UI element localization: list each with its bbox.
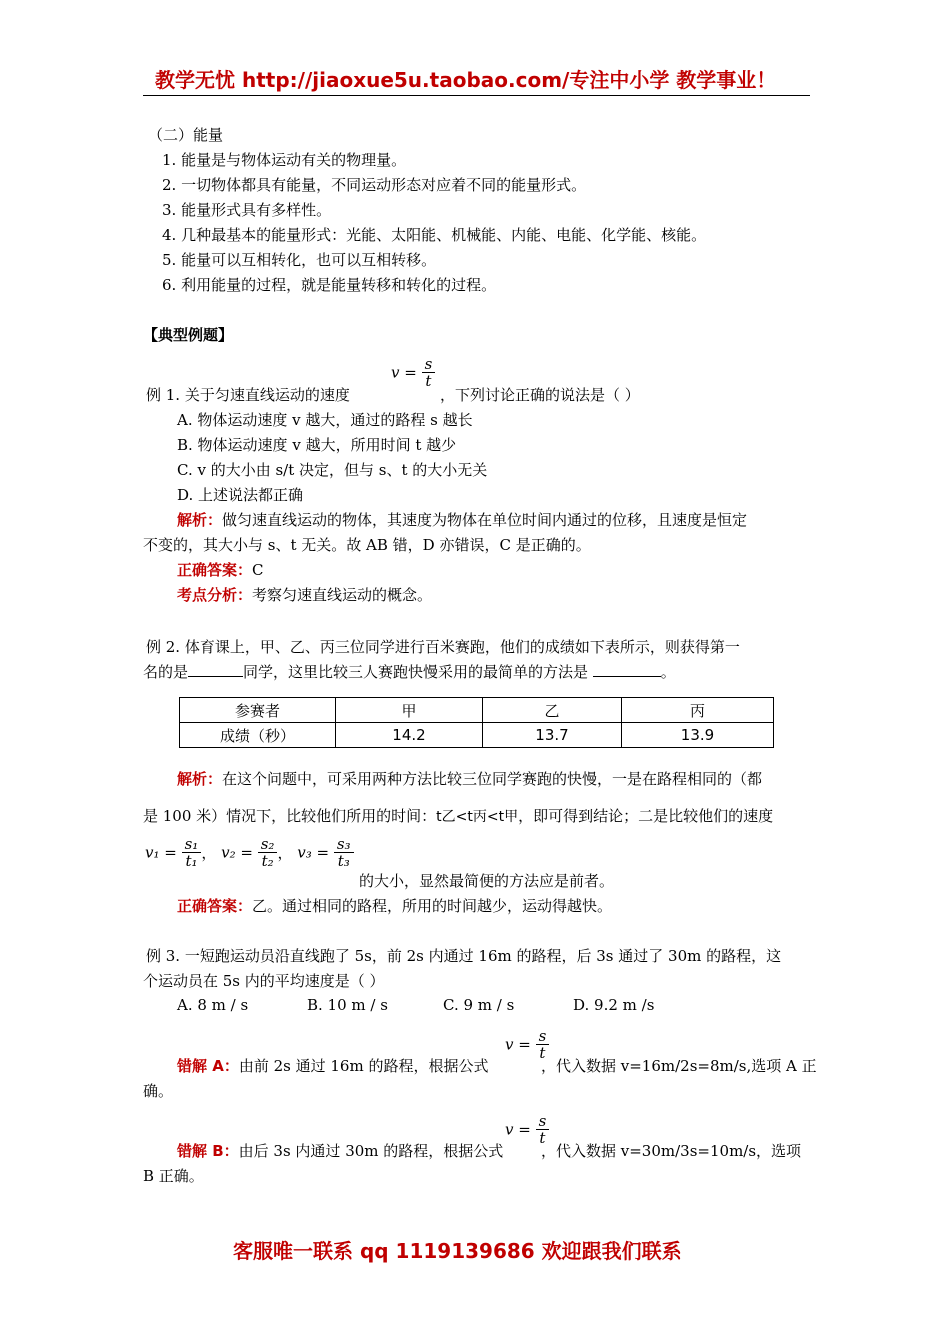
option: C. v 的大小由 s/t 决定，但与 s、t 的大小无关: [177, 461, 488, 479]
time-inequality: t乙<t丙<t甲: [436, 809, 519, 825]
ex2-analysis: [177, 768, 762, 789]
blank-2: [593, 662, 661, 677]
results-table: [179, 697, 774, 748]
analysis-text: ，即可得到结论；二是比较他们的速度: [518, 807, 774, 825]
ex3-question-cont: 个运动员在 5s 内的平均速度是（ ）: [143, 972, 385, 990]
list-item: 4. 几种最基本的能量形式：光能、太阳能、机械能、内能、电能、化学能、核能。: [162, 226, 707, 244]
answer-text: C: [252, 561, 264, 579]
ex1-analysis: [177, 509, 747, 530]
answer-text: 乙。通过相同的路程，所用的时间越少，运动得越快。: [252, 897, 613, 915]
text-a: 名的是: [143, 663, 189, 681]
formula-numerator: s: [536, 1028, 550, 1045]
list-item: 5. 能量可以互相转化，也可以互相转移。: [162, 251, 437, 269]
ex3-question: 例 3. 一短跑运动员沿直线跑了 5s，前 2s 内通过 16m 的路程，后 3s 通过了 30m 的路程，这: [146, 947, 782, 965]
analysis-label: 解析：: [177, 770, 223, 788]
v2-lhs: v₂ =: [221, 843, 253, 862]
ex1-question-pre: 例 1. 关于匀速直线运动的速度: [146, 386, 350, 404]
formula-denominator: t: [539, 1044, 546, 1062]
ex1-analysis-cont: 不变的，其大小与 s、t 无关。故 AB 错，D 亦错误，C 是正确的。: [143, 536, 591, 554]
formula-lhs: v =: [391, 363, 417, 382]
header-divider: [143, 95, 810, 96]
ex2-question: 例 2. 体育课上，甲、乙、丙三位同学进行百米赛跑，他们的成绩如下表所示，则获得第一: [146, 638, 740, 656]
option: C. 9 m / s: [443, 996, 515, 1014]
analysis-text: 在这个问题中，可采用两种方法比较三位同学赛跑的快慢，一是在路程相同的（都: [222, 770, 763, 788]
list-item: 3. 能量形式具有多样性。: [162, 201, 332, 219]
ex3-wrong-b: [177, 1140, 503, 1161]
comma: ，: [277, 844, 293, 862]
v2-fraction: [258, 836, 278, 869]
table-cell: 甲: [336, 698, 483, 723]
ex3-wrong-a-post: ，代入数据 v=16m/2s=8m/s,选项 A 正: [541, 1057, 817, 1075]
analysis-label: 解析：: [177, 511, 223, 529]
analysis-text: 做匀速直线运动的物体，其速度为物体在单位时间内通过的位移，且速度是恒定: [222, 511, 748, 529]
ex2-analysis-cont: [143, 805, 773, 826]
formula-denominator: t: [425, 372, 432, 390]
table-cell: 13.7: [483, 723, 622, 748]
option: D. 9.2 m /s: [573, 996, 655, 1014]
table-cell: 丙: [622, 698, 774, 723]
formula-lhs: v =: [505, 1035, 531, 1054]
ex1-formula: [391, 356, 435, 389]
table-cell: 14.2: [336, 723, 483, 748]
ex3-wrong-a: [177, 1055, 488, 1076]
option: B. 物体运动速度 v 越大，所用时间 t 越少: [177, 436, 457, 454]
ex2-answer: [177, 895, 612, 916]
analysis-text: 是 100 米）情况下，比较他们所用的时间：: [143, 807, 437, 825]
v3-fraction: [334, 836, 354, 869]
v2-denominator: t₂: [261, 852, 274, 870]
wrong-b-label: 错解 B：: [177, 1142, 239, 1160]
v1-denominator: t₁: [185, 852, 198, 870]
velocity-formulas: [145, 836, 354, 869]
wrong-a-label: 错解 A：: [177, 1057, 239, 1075]
table-cell: 乙: [483, 698, 622, 723]
list-item: 2. 一切物体都具有能量，不同运动形态对应着不同的能量形式。: [162, 176, 587, 194]
wrong-a-text: 由前 2s 通过 16m 的路程，根据公式: [238, 1057, 489, 1075]
ex1-answer: [177, 559, 264, 580]
table-cell: 13.9: [622, 723, 774, 748]
footer-contact: 客服唯一联系 qq 1119139686 欢迎跟我们联系: [233, 1239, 682, 1263]
ex1-question: [146, 384, 350, 405]
list-item: 6. 利用能量的过程，就是能量转移和转化的过程。: [162, 276, 497, 294]
ex1-question-post: ，下列讨论正确的说法是（ ）: [440, 386, 640, 404]
list-item: 1. 能量是与物体运动有关的物理量。: [162, 151, 407, 169]
option: A. 物体运动速度 v 越大，通过的路程 s 越长: [177, 411, 473, 429]
wrong-b-text: 由后 3s 内通过 30m 的路程，根据公式: [238, 1142, 504, 1160]
formula-denominator: t: [539, 1129, 546, 1147]
formula-fraction: [422, 356, 436, 389]
examples-heading: 【典型例题】: [143, 326, 234, 344]
option: B. 10 m / s: [307, 996, 388, 1014]
v3-denominator: t₃: [337, 852, 350, 870]
answer-label: 正确答案：: [177, 897, 253, 915]
formula-numerator: s: [422, 356, 436, 373]
ex3-wrong-a-cont: 确。: [143, 1082, 174, 1100]
v3-lhs: v₃ =: [297, 843, 330, 862]
section-title: （二）能量: [148, 126, 224, 144]
v2-numerator: s₂: [258, 836, 278, 853]
table-row: [180, 723, 774, 748]
ex2-question-cont: [143, 661, 676, 682]
formula-numerator: s: [536, 1113, 550, 1130]
v1-fraction: [182, 836, 202, 869]
v1-lhs: v₁ =: [145, 843, 177, 862]
text-c: 。: [660, 663, 676, 681]
table-cell: 参赛者: [180, 698, 336, 723]
table-row: [180, 698, 774, 723]
v3-numerator: s₃: [334, 836, 354, 853]
text-b: 同学，这里比较三人赛跑快慢采用的最简单的方法是: [243, 663, 593, 681]
header-banner: 教学无忧 http://jiaoxue5u.taobao.com/专注中小学 教学事业！: [155, 68, 777, 92]
ex3-wrong-b-post: ，代入数据 v=30m/3s=10m/s，选项: [541, 1142, 802, 1160]
option: D. 上述说法都正确: [177, 486, 304, 504]
ex3-wrong-b-cont: B 正确。: [143, 1167, 204, 1185]
ex2-analysis-end: 的大小，显然最简便的方法应是前者。: [359, 872, 615, 890]
option: A. 8 m / s: [177, 996, 249, 1014]
point-text: 考察匀速直线运动的概念。: [252, 586, 433, 604]
ex1-point: [177, 584, 432, 605]
comma: ，: [201, 844, 217, 862]
blank-1: [188, 662, 243, 677]
point-label: 考点分析：: [177, 586, 253, 604]
answer-label: 正确答案：: [177, 561, 253, 579]
v1-numerator: s₁: [182, 836, 202, 853]
table-cell: 成绩（秒）: [180, 723, 336, 748]
formula-lhs: v =: [505, 1120, 531, 1139]
